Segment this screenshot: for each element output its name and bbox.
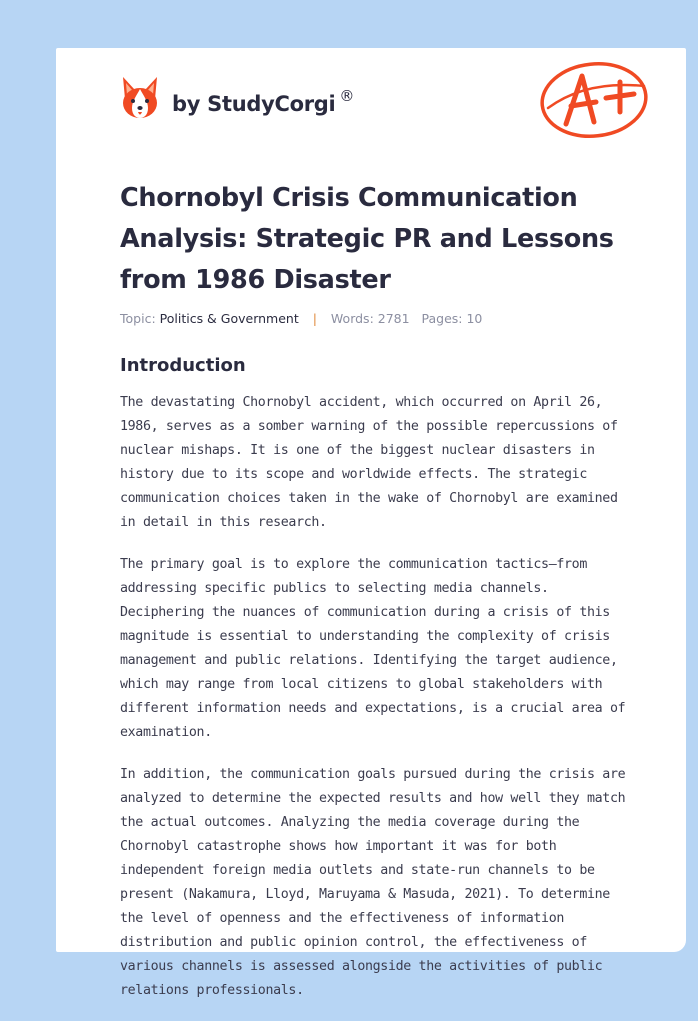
brand-name: by StudyCorgi ®	[172, 87, 355, 116]
grade-badge-a-plus	[536, 58, 652, 142]
topic-label: Topic:	[120, 311, 156, 326]
registered-mark: ®	[339, 87, 355, 105]
paragraph: In addition, the communication goals pursued during the crisis are analyzed to determine the expected results and how well they match the actual outcomes. Analyzing the media coverage during the Chornobyl catastrophe shows how important it was for both independent foreign media outlets and state-run channels to be present (Nakamura, Lloyd, Maruyama & Masuda, 2021). To determine the level of openness and the effectiveness of information distribution and public opinion control, the effectiveness of various channels is assessed alongside the activities of public relations professionals.	[120, 767, 626, 998]
brand-logo[interactable]	[120, 75, 354, 121]
corgi-icon	[120, 75, 160, 121]
document-body	[120, 391, 632, 1021]
section-heading: Introduction	[120, 355, 246, 376]
document-card	[56, 48, 686, 998]
paragraph: The devastating Chornobyl accident, which occurred on April 26, 1986, serves as a somber warning of the possible repercussions of nuclear mishaps. It is one of the biggest nuclear disasters in history due to its scope and worldwide effects. The strategic communication choices taken in the wake of Chornobyl are examined in detail in this research.	[120, 395, 618, 530]
topic-value[interactable]: Politics & Government	[159, 311, 299, 326]
meta-separator: |	[312, 311, 317, 326]
pages-label: Pages:	[421, 311, 463, 326]
pages-value: 10	[466, 311, 483, 326]
document-meta	[120, 311, 482, 326]
document-title: Chornobyl Crisis Communication Analysis: Strategic PR and Lessons from 1986 Disaster	[120, 183, 614, 295]
paragraph: The primary goal is to explore the communication tactics—from addressing specific publics to selecting media channels. Deciphering the nuances of communication during a crisis of this magnitude is essential to understanding the complexity of crisis management and public relations. Identifying the target audience, which may range from local citizens to global stakeholders with different information needs and expectations, is a crucial area of examination.	[120, 557, 626, 740]
words-label: Words:	[330, 311, 374, 326]
words-value: 2781	[377, 311, 410, 326]
